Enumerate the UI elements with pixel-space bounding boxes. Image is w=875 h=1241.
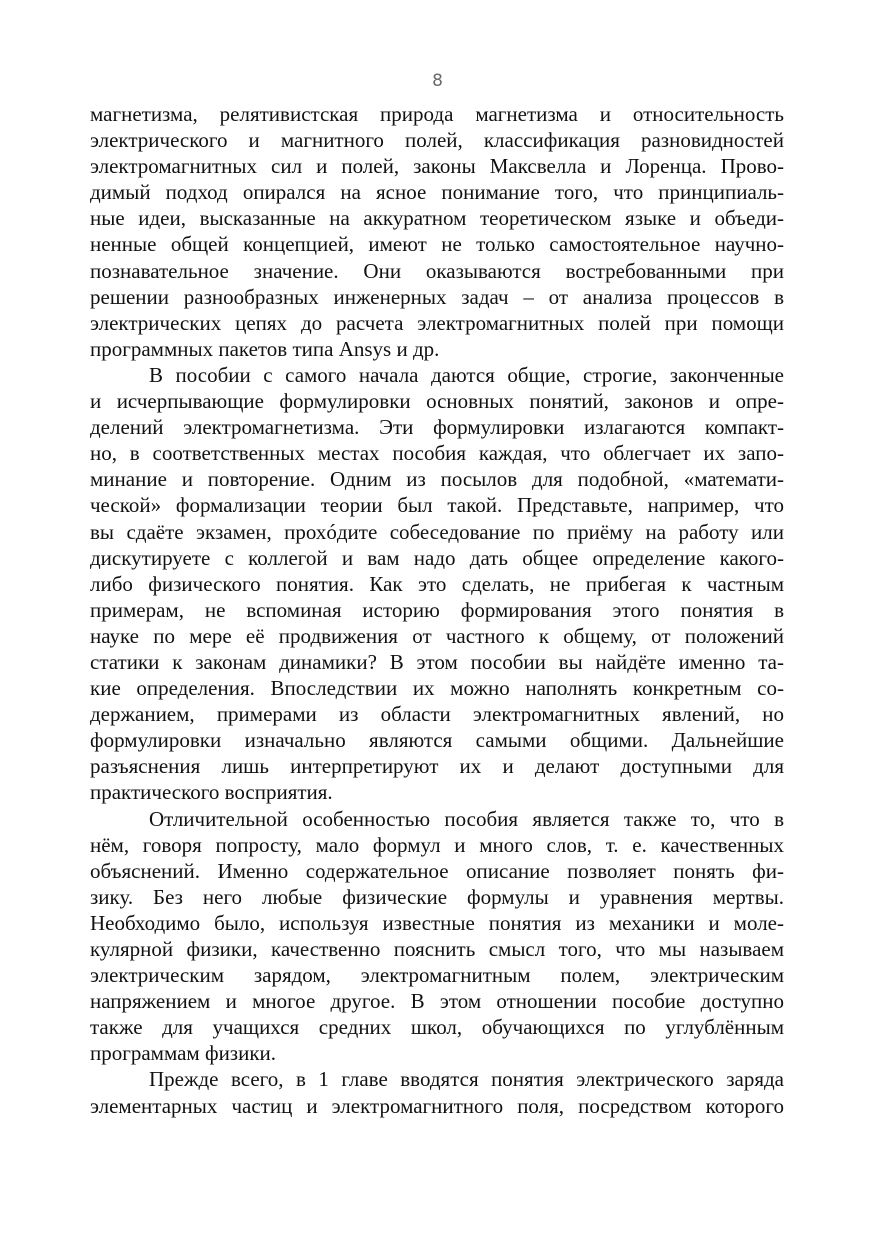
text-line: либо физического понятия. Как это сделать, не прибегая к частным xyxy=(90,571,784,596)
text-line: объяснений. Именно содержательное описание позволяет понять фи- xyxy=(90,858,784,883)
paragraph xyxy=(90,806,784,1067)
text-line: науке по мере её продвижения от частного к общему, от положений xyxy=(90,623,784,648)
text-line: димый подход опирался на ясное понимание того, что принципиаль- xyxy=(90,180,784,205)
text-line: разъяснения лишь интерпретируют их и делают доступными для xyxy=(90,754,784,779)
text-line: статики к законам динамики? В этом пособии вы найдёте именно та- xyxy=(90,649,784,674)
text-line: но, в соответственных местах пособия каждая, что облегчает их запо- xyxy=(90,441,784,466)
page-number: 8 xyxy=(432,71,443,91)
text-line: напряжением и многое другое. В этом отношении пособие доступно xyxy=(90,989,784,1014)
text-line: ные идеи, высказанные на аккуратном теоретическом языке и объеди- xyxy=(90,206,784,231)
text-line: примерам, не вспоминая историю формирования этого понятия в xyxy=(90,597,784,622)
paragraph xyxy=(90,101,784,362)
text-line: дискутируете с коллегой и вам надо дать общее определение какого- xyxy=(90,545,784,570)
text-line: решении разнообразных инженерных задач – от анализа процессов в xyxy=(90,284,784,309)
text-line: электрического и магнитного полей, классификация разновидностей xyxy=(90,128,784,153)
text-line: ненные общей концепцией, имеют не только самостоятельное научно- xyxy=(90,232,784,257)
body-text xyxy=(90,101,784,1119)
text-line: держанием, примерами из области электромагнитных явлений, но xyxy=(90,702,784,727)
text-line: магнетизма, релятивистская природа магнетизма и относительность xyxy=(90,102,784,126)
text-line: электрических цепях до расчета электромагнитных полей при помощи xyxy=(90,310,784,335)
text-line: также для учащихся средних школ, обучающихся по углублённым xyxy=(90,1015,784,1040)
text-line: электромагнитных сил и полей, законы Максвелла и Лоренца. Прово- xyxy=(90,154,784,179)
text-line: минание и повторение. Одним из посылов для подобной, «математи- xyxy=(90,467,784,492)
paragraph xyxy=(90,1066,784,1118)
text-line: и исчерпывающие формулировки основных понятий, законов и опре- xyxy=(90,389,784,414)
text-line: формулировки изначально являются самыми общими. Дальнейшие xyxy=(90,728,784,753)
text-line: программам физики. xyxy=(90,1041,277,1066)
text-line: познавательное значение. Они оказываются востребованными при xyxy=(90,258,784,283)
text-line: программных пакетов типа Ansys и др. xyxy=(90,336,440,361)
text-line: практического восприятия. xyxy=(90,780,333,805)
text-line: кие определения. Впоследствии их можно наполнять конкретным со- xyxy=(90,676,784,701)
text-line: кулярной физики, качественно пояснить смысл того, что мы называем xyxy=(90,937,784,961)
text-line: Отличительной особенностью пособия является также то, что в xyxy=(149,806,784,831)
text-line: зику. Без него любые физические формулы и уравнения мертвы. xyxy=(90,884,784,909)
text-line: вы сдаёте экзамен, прохóдите собеседование по приёму на работу или xyxy=(90,519,784,544)
text-line: Необходимо было, используя известные понятия из механики и моле- xyxy=(90,910,784,935)
text-line: электрическим зарядом, электромагнитным полем, электрическим xyxy=(90,963,784,988)
text-line: нём, говоря попросту, мало формул и много слов, т. е. качественных xyxy=(90,832,784,857)
text-line: ческой» формализации теории был такой. Представьте, например, что xyxy=(90,493,784,518)
text-line: Прежде всего, в 1 главе вводятся понятия электрического заряда xyxy=(149,1067,784,1092)
paragraph xyxy=(90,362,784,806)
text-line: делений электромагнетизма. Эти формулировки излагаются компакт- xyxy=(90,415,784,440)
text-line: В пособии с самого начала даются общие, строгие, законченные xyxy=(149,362,784,387)
text-line: элементарных частиц и электромагнитного поля, посредством которого xyxy=(90,1093,784,1118)
